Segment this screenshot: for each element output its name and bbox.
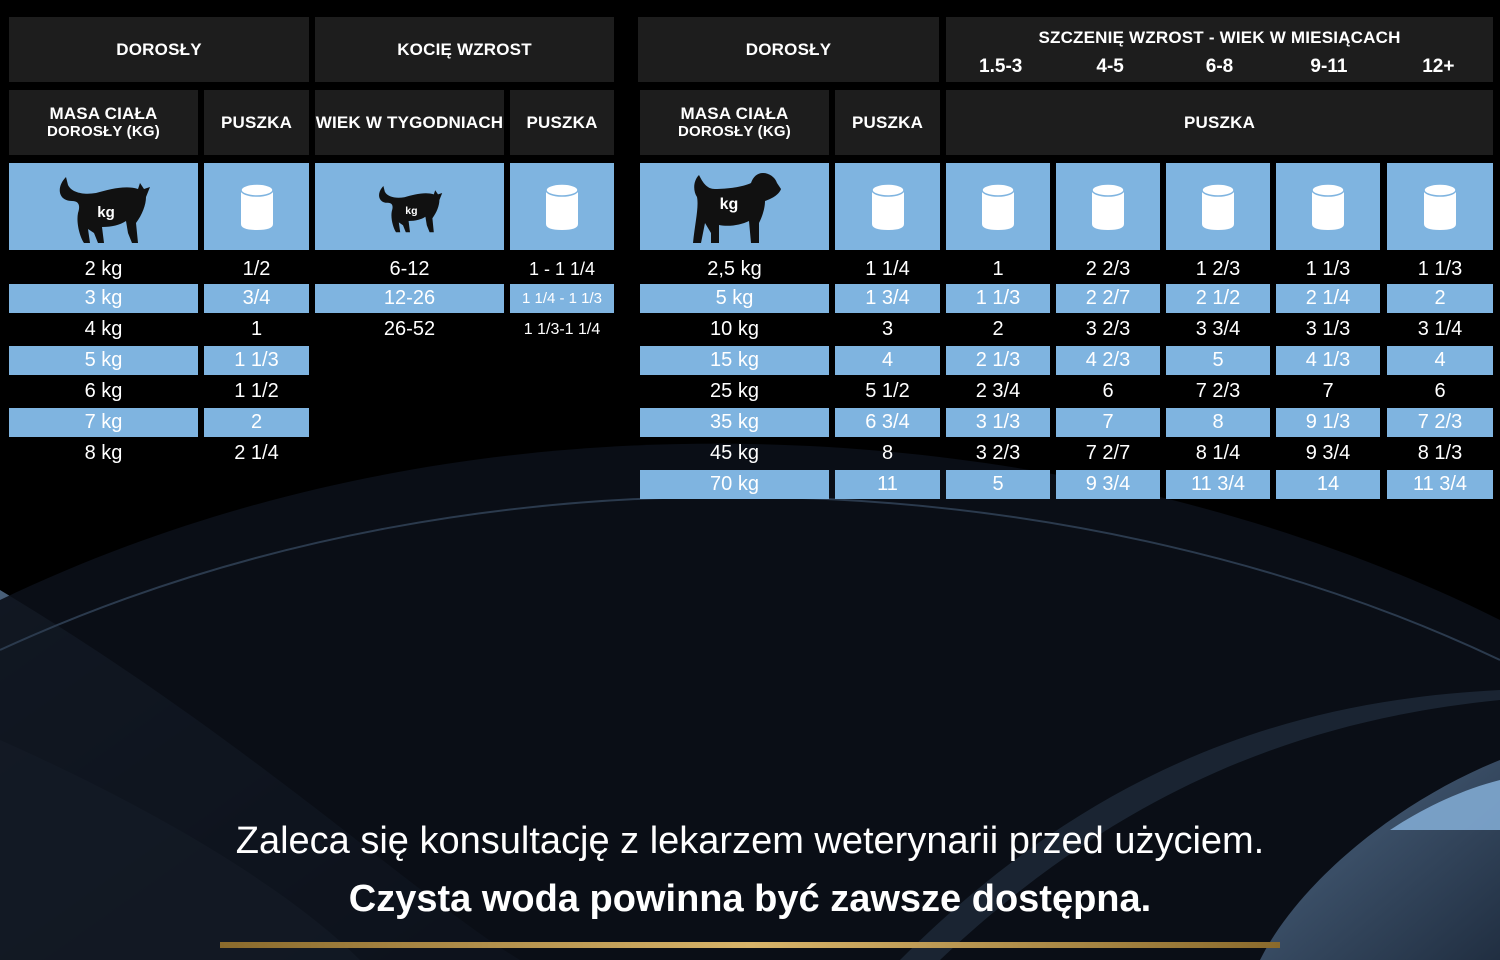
svg-text:kg: kg [404, 204, 418, 217]
puppy-can-cell: 7 [1056, 408, 1160, 437]
puppy-can-cell: 2 3/4 [975, 380, 1021, 402]
dog-mass-header: MASA CIAŁA DOROSŁY (KG) [640, 90, 829, 155]
age-group-label: 9-11 [1310, 56, 1348, 77]
cat-mass-cell: 2 kg [84, 257, 123, 280]
puppy-can-cell: 3 1/3 [946, 408, 1050, 437]
puppy-can-cell: 1 2/3 [1195, 257, 1241, 280]
dog-can-cell: 1 1/4 [865, 257, 910, 280]
dog-icon [685, 167, 785, 247]
cat-mass-header: MASA CIAŁA DOROSŁY (KG) [9, 90, 198, 155]
dog-can-header: PUSZKA [835, 90, 940, 155]
dog-puppy-header: SZCZENIĘ WZROST - WIEK W MIESIĄCACH [946, 17, 1493, 82]
dog-can-cell: 3 [881, 318, 894, 340]
puppy-can-cell: 2 [1387, 284, 1493, 313]
dog-mass-cell: 25 kg [710, 380, 759, 402]
cat-can-icon-cell [204, 163, 309, 250]
puppy-can-cell: 4 2/3 [1056, 346, 1160, 375]
svg-text:kg: kg [719, 195, 738, 213]
puppy-can-cell: 9 3/4 [1056, 470, 1160, 499]
kitten-can-cell: 1 1/4 - 1 1/3 [510, 284, 614, 313]
puppy-can-cell: 1 1/3 [1417, 257, 1463, 280]
kitten-weeks-cell: 6-12 [389, 257, 430, 280]
can-icon [1090, 182, 1126, 232]
can-icon [1422, 182, 1458, 232]
puppy-can-cell: 3 1/3 [1305, 318, 1351, 340]
puppy-can-cell: 5 [946, 470, 1050, 499]
puppy-can-cell: 7 2/3 [1387, 408, 1493, 437]
puppy-can-cell: 3 2/3 [1085, 318, 1131, 340]
kitten-weeks-cell: 26-52 [383, 318, 436, 340]
puppy-can-cell: 1 1/3 [1305, 257, 1351, 280]
age-group-label: 1.5-3 [979, 56, 1023, 77]
cat-can-cell: 1/2 [242, 257, 271, 280]
puppy-can-cell: 3 1/4 [1417, 318, 1463, 340]
age-group-label: 4-5 [1096, 56, 1124, 77]
puppy-can-cell: 9 1/3 [1276, 408, 1380, 437]
cat-mass-cell: 4 kg [84, 318, 123, 340]
can-icon [870, 182, 906, 232]
puppy-can-cell: 11 3/4 [1166, 470, 1270, 499]
dog-mass-cell: 70 kg [640, 470, 829, 499]
puppy-can-cell: 8 1/3 [1417, 442, 1463, 464]
age-group-label: 6-8 [1205, 56, 1234, 77]
kitten-icon-cell [315, 163, 504, 250]
puppy-can-cell: 2 1/3 [946, 346, 1050, 375]
cat-can-cell: 3/4 [204, 284, 309, 313]
puppy-can-cell: 6 [1434, 380, 1446, 402]
dog-can-cell: 5 1/2 [865, 380, 910, 402]
puppy-can-cell: 2 1/4 [1276, 284, 1380, 313]
cat-mass-cell: 5 kg [9, 346, 198, 375]
kitten-icon [374, 179, 446, 235]
puppy-can-cell: 3 2/3 [975, 442, 1021, 464]
dog-adult-header: DOROSŁY [638, 17, 939, 82]
puppy-can-cell: 4 1/3 [1276, 346, 1380, 375]
can-icon [544, 182, 580, 232]
puppy-can-icon-cell [1166, 163, 1270, 250]
puppy-can-cell: 14 [1276, 470, 1380, 499]
puppy-can-cell: 2 2/7 [1056, 284, 1160, 313]
cat-mass-cell: 3 kg [9, 284, 198, 313]
dog-mass-cell: 5 kg [640, 284, 829, 313]
puppy-can-cell: 2 1/2 [1166, 284, 1270, 313]
can-icon [1310, 182, 1346, 232]
dog-mass-cell: 15 kg [640, 346, 829, 375]
dog-mass-cell: 45 kg [710, 442, 759, 464]
dog-icon-cell [640, 163, 829, 250]
cat-can-header: PUSZKA [204, 90, 309, 155]
puppy-can-cell: 3 3/4 [1195, 318, 1241, 340]
dog-can-icon-cell [835, 163, 940, 250]
puppy-can-cell: 1 [992, 257, 1004, 280]
gold-divider [220, 942, 1280, 948]
cat-kitten-header: KOCIĘ WZROST [315, 17, 614, 82]
dog-can-cell: 4 [835, 346, 940, 375]
dog-can-cell: 6 3/4 [835, 408, 940, 437]
can-icon [1200, 182, 1236, 232]
kitten-weeks-cell: 12-26 [315, 284, 504, 313]
cat-can-cell: 1 1/3 [204, 346, 309, 375]
puppy-can-icon-cell [1276, 163, 1380, 250]
puppy-can-cell: 11 3/4 [1387, 470, 1493, 499]
dog-can-cell: 11 [835, 470, 940, 499]
kitten-can-cell: 1 - 1 1/4 [528, 258, 596, 279]
cat-weeks-header: WIEK W TYGODNIACH [315, 90, 504, 155]
cat-icon [54, 167, 154, 247]
dog-mass-cell: 35 kg [640, 408, 829, 437]
puppy-can-cell: 8 1/4 [1195, 442, 1241, 464]
vet-consultation-note: Zaleca się konsultację z lekarzem weterynarii przed użyciem. [235, 820, 1265, 862]
puppy-can-cell: 2 [992, 318, 1004, 340]
can-icon [239, 182, 275, 232]
cat-mass-cell: 7 kg [9, 408, 198, 437]
cat-kitten-can-header: PUSZKA [510, 90, 614, 155]
dog-puppy-can-header: PUSZKA [946, 90, 1493, 155]
cat-icon-cell [9, 163, 198, 250]
cat-mass-cell: 8 kg [84, 442, 123, 464]
water-note: Czysta woda powinna być zawsze dostępna. [348, 878, 1152, 920]
dog-can-cell: 8 [881, 442, 894, 464]
cat-mass-cell: 6 kg [84, 380, 123, 402]
cat-adult-header: DOROSŁY [9, 17, 309, 82]
puppy-age-groups [946, 56, 1493, 80]
puppy-can-cell: 6 [1102, 380, 1114, 402]
puppy-can-cell: 7 [1322, 380, 1334, 402]
cat-can-cell: 1 1/2 [234, 380, 279, 402]
kitten-can-icon-cell [510, 163, 614, 250]
age-group-label: 12+ [1422, 56, 1455, 77]
can-icon [980, 182, 1016, 232]
dog-can-cell: 1 3/4 [835, 284, 940, 313]
puppy-can-cell: 8 [1166, 408, 1270, 437]
puppy-can-cell: 7 2/7 [1085, 442, 1131, 464]
puppy-can-cell: 5 [1166, 346, 1270, 375]
svg-text:kg: kg [96, 203, 115, 221]
puppy-can-icon-cell [946, 163, 1050, 250]
puppy-can-cell: 9 3/4 [1305, 442, 1351, 464]
puppy-can-cell: 2 2/3 [1085, 257, 1131, 280]
cat-can-cell: 1 [250, 318, 263, 340]
kitten-can-cell: 1 1/3-1 1/4 [523, 320, 601, 338]
cat-can-cell: 2 1/4 [234, 442, 279, 464]
puppy-can-cell: 4 [1387, 346, 1493, 375]
puppy-can-cell: 7 2/3 [1195, 380, 1241, 402]
dog-mass-cell: 10 kg [710, 318, 759, 340]
puppy-can-icon-cell [1056, 163, 1160, 250]
dog-mass-cell: 2,5 kg [707, 257, 762, 280]
cat-can-cell: 2 [204, 408, 309, 437]
puppy-can-icon-cell [1387, 163, 1493, 250]
puppy-can-cell: 1 1/3 [946, 284, 1050, 313]
